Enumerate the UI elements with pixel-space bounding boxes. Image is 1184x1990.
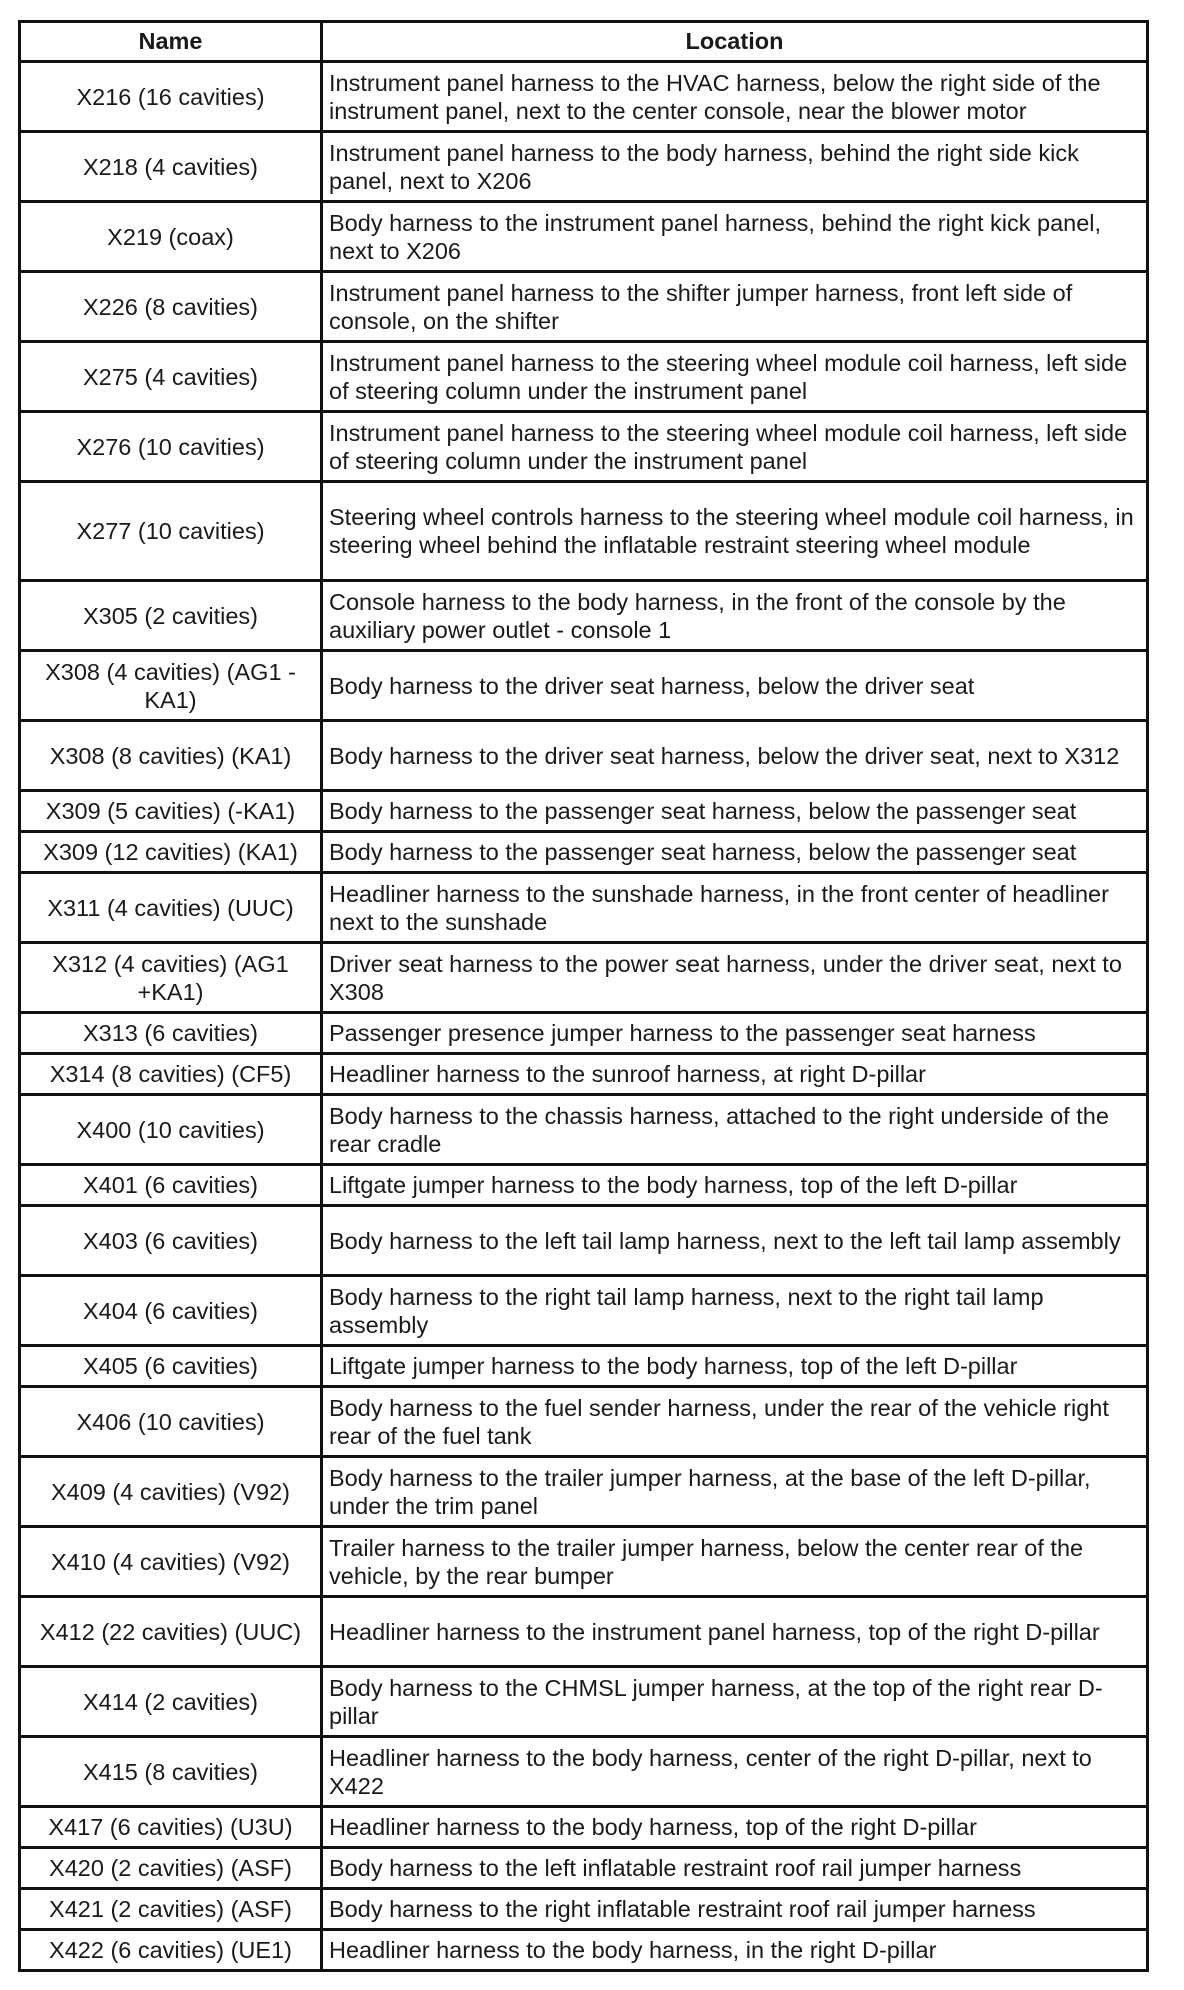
connector-name-cell: X415 (8 cavities) xyxy=(20,1737,322,1807)
table-row xyxy=(20,1165,1148,1206)
connector-name-cell: X404 (6 cavities) xyxy=(20,1276,322,1346)
connector-location-cell: Body harness to the CHMSL jumper harness, at the top of the right rear D-pillar xyxy=(322,1667,1148,1737)
table-row xyxy=(20,791,1148,832)
connector-location-cell: Instrument panel harness to the steering wheel module coil harness, left side of steering column under the instrument panel xyxy=(322,342,1148,412)
table-row xyxy=(20,721,1148,791)
connector-location-cell: Headliner harness to the sunshade harness, in the front center of headliner next to the sunshade xyxy=(322,873,1148,943)
connector-name-cell: X218 (4 cavities) xyxy=(20,132,322,202)
table-row xyxy=(20,62,1148,132)
table-row xyxy=(20,1667,1148,1737)
connector-name-cell: X277 (10 cavities) xyxy=(20,482,322,581)
connector-location-cell: Headliner harness to the body harness, in the right D-pillar xyxy=(322,1930,1148,1971)
connector-location-table xyxy=(18,20,1149,1972)
connector-location-cell: Body harness to the passenger seat harness, below the passenger seat xyxy=(322,791,1148,832)
connector-location-cell: Instrument panel harness to the HVAC harness, below the right side of the instrument panel, next to the center console, near the blower motor xyxy=(322,62,1148,132)
table-row xyxy=(20,342,1148,412)
header-row xyxy=(20,22,1148,62)
connector-name-cell: X312 (4 cavities) (AG1 +KA1) xyxy=(20,943,322,1013)
connector-name-cell: X219 (coax) xyxy=(20,202,322,272)
table-row xyxy=(20,272,1148,342)
location-column-header: Location xyxy=(322,22,1148,62)
connector-name-cell: X401 (6 cavities) xyxy=(20,1165,322,1206)
connector-name-cell: X305 (2 cavities) xyxy=(20,581,322,651)
connector-location-cell: Headliner harness to the body harness, top of the right D-pillar xyxy=(322,1807,1148,1848)
table-row xyxy=(20,1013,1148,1054)
connector-location-cell: Body harness to the chassis harness, attached to the right underside of the rear cradle xyxy=(322,1095,1148,1165)
connector-location-cell: Passenger presence jumper harness to the passenger seat harness xyxy=(322,1013,1148,1054)
connector-name-cell: X414 (2 cavities) xyxy=(20,1667,322,1737)
connector-name-cell: X422 (6 cavities) (UE1) xyxy=(20,1930,322,1971)
table-row xyxy=(20,1206,1148,1276)
connector-name-cell: X417 (6 cavities) (U3U) xyxy=(20,1807,322,1848)
connector-name-cell: X400 (10 cavities) xyxy=(20,1095,322,1165)
connector-name-cell: X216 (16 cavities) xyxy=(20,62,322,132)
connector-name-cell: X308 (8 cavities) (KA1) xyxy=(20,721,322,791)
connector-location-cell: Body harness to the passenger seat harness, below the passenger seat xyxy=(322,832,1148,873)
table-row xyxy=(20,1346,1148,1387)
connector-name-cell: X309 (5 cavities) (-KA1) xyxy=(20,791,322,832)
connector-location-cell: Body harness to the left tail lamp harness, next to the left tail lamp assembly xyxy=(322,1206,1148,1276)
connector-location-cell: Instrument panel harness to the body harness, behind the right side kick panel, next to X206 xyxy=(322,132,1148,202)
table-row xyxy=(20,1930,1148,1971)
connector-name-cell: X275 (4 cavities) xyxy=(20,342,322,412)
connector-name-cell: X308 (4 cavities) (AG1 -KA1) xyxy=(20,651,322,721)
connector-location-cell: Body harness to the fuel sender harness, under the rear of the vehicle right rear of the fuel tank xyxy=(322,1387,1148,1457)
table-row xyxy=(20,1597,1148,1667)
connector-location-cell: Trailer harness to the trailer jumper harness, below the center rear of the vehicle, by the rear bumper xyxy=(322,1527,1148,1597)
connector-location-cell: Driver seat harness to the power seat harness, under the driver seat, next to X308 xyxy=(322,943,1148,1013)
table-row xyxy=(20,1457,1148,1527)
connector-location-cell: Instrument panel harness to the shifter jumper harness, front left side of console, on the shifter xyxy=(322,272,1148,342)
table-row xyxy=(20,132,1148,202)
connector-name-cell: X421 (2 cavities) (ASF) xyxy=(20,1889,322,1930)
table-row xyxy=(20,943,1148,1013)
connector-name-cell: X311 (4 cavities) (UUC) xyxy=(20,873,322,943)
connector-location-cell: Liftgate jumper harness to the body harness, top of the left D-pillar xyxy=(322,1346,1148,1387)
table-row xyxy=(20,1848,1148,1889)
connector-name-cell: X410 (4 cavities) (V92) xyxy=(20,1527,322,1597)
connector-location-cell: Headliner harness to the sunroof harness, at right D-pillar xyxy=(322,1054,1148,1095)
table-row xyxy=(20,412,1148,482)
connector-location-cell: Body harness to the right inflatable restraint roof rail jumper harness xyxy=(322,1889,1148,1930)
table-row xyxy=(20,202,1148,272)
connector-name-cell: X420 (2 cavities) (ASF) xyxy=(20,1848,322,1889)
table-row xyxy=(20,581,1148,651)
connector-location-cell: Liftgate jumper harness to the body harness, top of the left D-pillar xyxy=(322,1165,1148,1206)
connector-location-cell: Headliner harness to the instrument panel harness, top of the right D-pillar xyxy=(322,1597,1148,1667)
table-row xyxy=(20,1054,1148,1095)
connector-location-cell: Body harness to the left inflatable restraint roof rail jumper harness xyxy=(322,1848,1148,1889)
table-row xyxy=(20,1737,1148,1807)
connector-name-cell: X309 (12 cavities) (KA1) xyxy=(20,832,322,873)
table-row xyxy=(20,1807,1148,1848)
connector-location-cell: Console harness to the body harness, in the front of the console by the auxiliary power outlet - console 1 xyxy=(322,581,1148,651)
connector-name-cell: X276 (10 cavities) xyxy=(20,412,322,482)
name-column-header: Name xyxy=(20,22,322,62)
connector-location-cell: Instrument panel harness to the steering wheel module coil harness, left side of steering column under the instrument panel xyxy=(322,412,1148,482)
connector-location-cell: Body harness to the driver seat harness, below the driver seat xyxy=(322,651,1148,721)
table-row xyxy=(20,832,1148,873)
connector-location-cell: Body harness to the driver seat harness, below the driver seat, next to X312 xyxy=(322,721,1148,791)
table-row xyxy=(20,1276,1148,1346)
table-row xyxy=(20,873,1148,943)
connector-name-cell: X412 (22 cavities) (UUC) xyxy=(20,1597,322,1667)
table-row xyxy=(20,1527,1148,1597)
connector-location-cell: Steering wheel controls harness to the steering wheel module coil harness, in steering wheel behind the inflatable restraint steering wheel module xyxy=(322,482,1148,581)
connector-location-cell: Body harness to the instrument panel harness, behind the right kick panel, next to X206 xyxy=(322,202,1148,272)
table-row xyxy=(20,1387,1148,1457)
connector-location-cell: Body harness to the trailer jumper harness, at the base of the left D-pillar, under the trim panel xyxy=(322,1457,1148,1527)
connector-location-document xyxy=(18,20,1146,1972)
connector-name-cell: X314 (8 cavities) (CF5) xyxy=(20,1054,322,1095)
table-row xyxy=(20,1889,1148,1930)
connector-name-cell: X403 (6 cavities) xyxy=(20,1206,322,1276)
connector-location-cell: Headliner harness to the body harness, center of the right D-pillar, next to X422 xyxy=(322,1737,1148,1807)
table-row xyxy=(20,482,1148,581)
connector-location-cell: Body harness to the right tail lamp harness, next to the right tail lamp assembly xyxy=(322,1276,1148,1346)
connector-name-cell: X313 (6 cavities) xyxy=(20,1013,322,1054)
connector-name-cell: X405 (6 cavities) xyxy=(20,1346,322,1387)
connector-name-cell: X409 (4 cavities) (V92) xyxy=(20,1457,322,1527)
table-row xyxy=(20,651,1148,721)
connector-name-cell: X226 (8 cavities) xyxy=(20,272,322,342)
table-row xyxy=(20,1095,1148,1165)
connector-name-cell: X406 (10 cavities) xyxy=(20,1387,322,1457)
